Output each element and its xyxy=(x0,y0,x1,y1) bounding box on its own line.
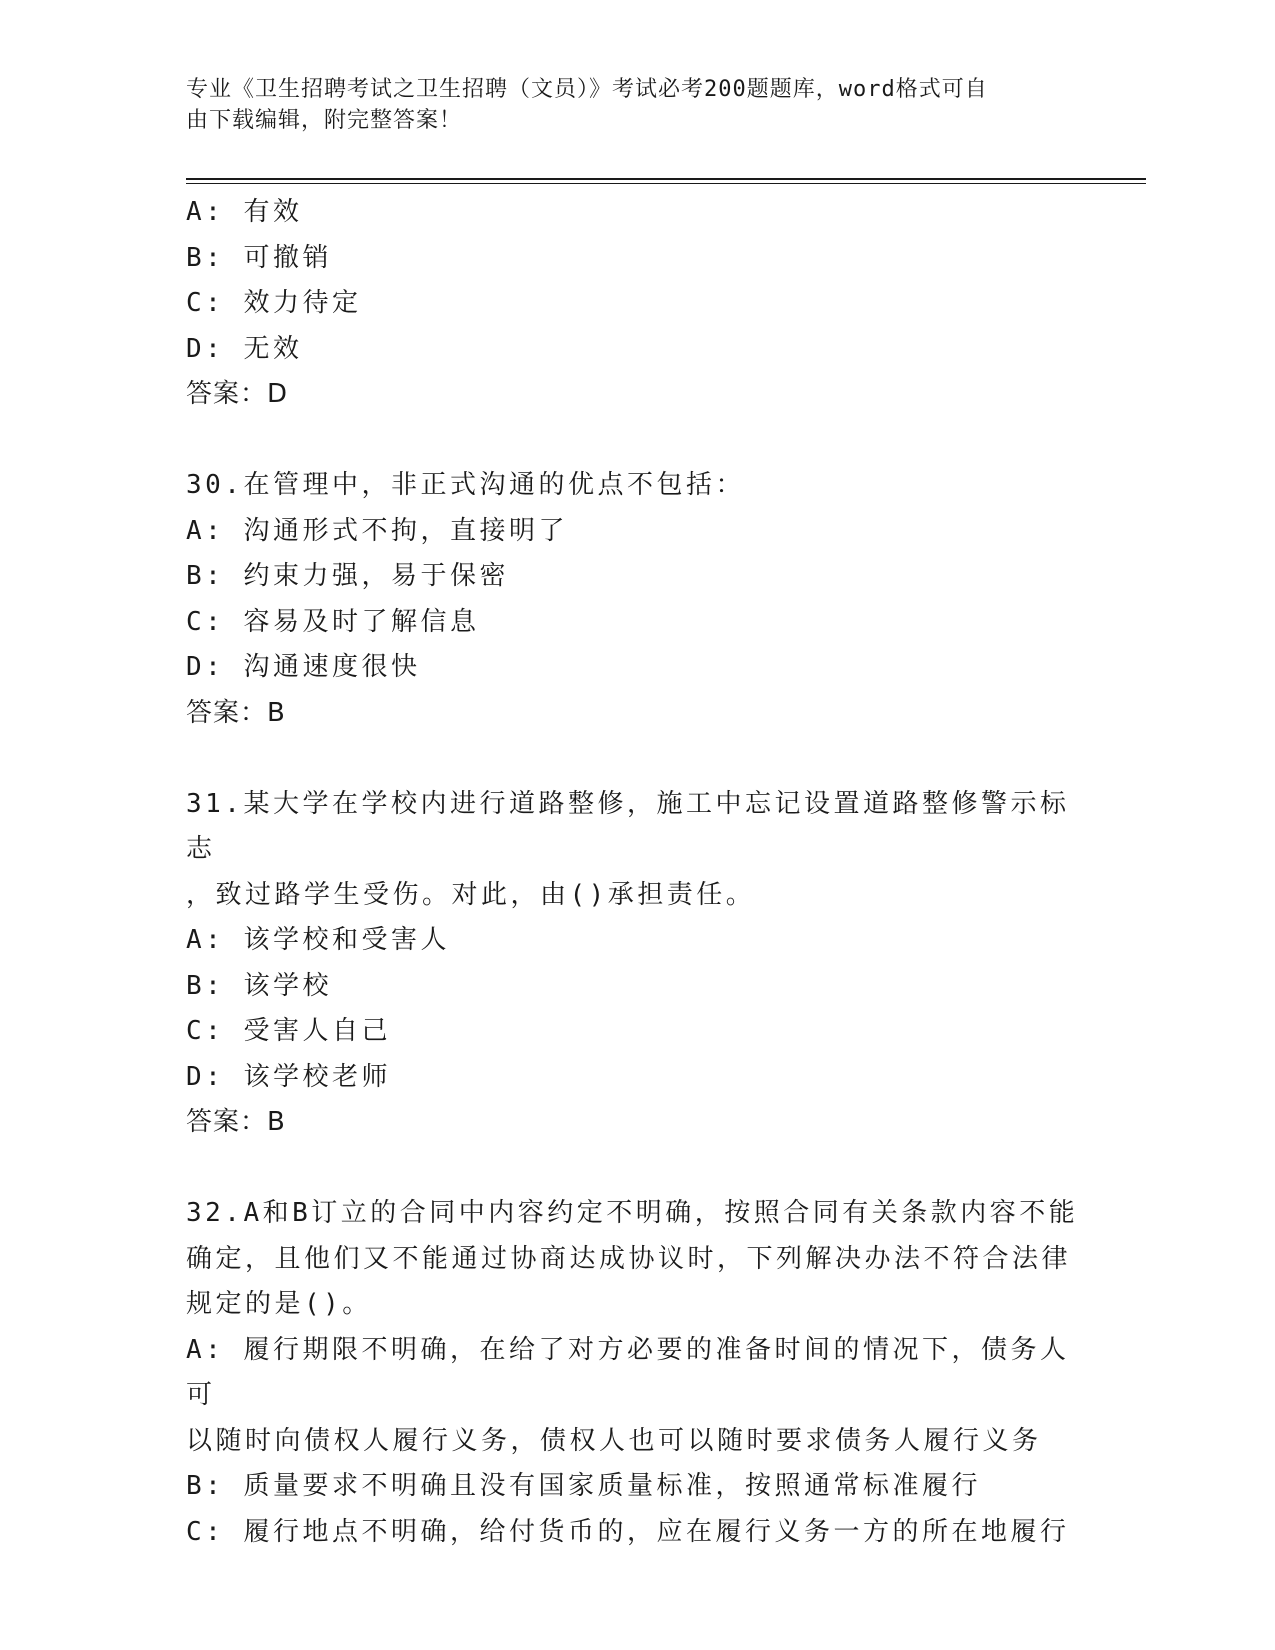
option-a: A: 有效 xyxy=(186,197,303,227)
option-c: C: 效力待定 xyxy=(186,288,362,318)
document-body xyxy=(186,190,1086,1555)
option-d: D: 沟通速度很快 xyxy=(186,652,421,682)
option-a: A: 履行期限不明确，在给了对方必要的准备时间的情况下，债务人可 xyxy=(186,1334,1070,1410)
option-c: C: 履行地点不明确，给付货币的，应在履行义务一方的所在地履行 xyxy=(186,1516,1070,1547)
option-a: A: 沟通形式不拘，直接明了 xyxy=(186,515,568,546)
document-header xyxy=(186,74,1066,136)
option-c: C: 受害人自己 xyxy=(186,1016,391,1046)
question-block-31 xyxy=(186,782,1086,1146)
question-block-32 xyxy=(186,1191,1086,1555)
question-stem-cont: ，致过路学生受伤。对此，由()承担责任。 xyxy=(186,879,756,910)
header-line-1: 专业《卫生招聘考试之卫生招聘（文员）》考试必考200题题库，word格式可自 xyxy=(186,77,988,102)
option-d: D: 无效 xyxy=(186,333,303,364)
question-stem: 31.某大学在学校内进行道路整修，施工中忘记设置道路整修警示标志 xyxy=(186,788,1070,864)
header-divider-thin xyxy=(186,183,1146,184)
header-line-2: 由下载编辑，附完整答案！ xyxy=(186,108,463,133)
question-stem-cont: 规定的是()。 xyxy=(186,1289,372,1319)
option-b: B: 质量要求不明确且没有国家质量标准，按照通常标准履行 xyxy=(186,1471,981,1501)
question-stem: 32.A和B订立的合同中内容约定不明确，按照合同有关条款内容不能 xyxy=(186,1198,1079,1228)
question-stem: 30.在管理中，非正式沟通的优点不包括： xyxy=(186,470,745,500)
option-b: B: 约束力强，易于保密 xyxy=(186,561,509,591)
option-c: C: 容易及时了解信息 xyxy=(186,606,480,637)
option-a: A: 该学校和受害人 xyxy=(186,925,450,955)
question-block-prev xyxy=(186,190,1086,418)
answer-line: 答案：D xyxy=(186,379,289,409)
answer-line: 答案：B xyxy=(186,697,286,728)
option-b: B: 该学校 xyxy=(186,970,332,1001)
option-b: B: 可撤销 xyxy=(186,242,332,273)
option-a-cont: 以随时向债权人履行义务，债权人也可以随时要求债务人履行义务 xyxy=(186,1425,1042,1456)
answer-line: 答案：B xyxy=(186,1107,286,1137)
header-divider-thick xyxy=(186,178,1146,180)
question-stem-cont: 确定，且他们又不能通过协商达成协议时，下列解决办法不符合法律 xyxy=(186,1243,1072,1274)
question-block-30 xyxy=(186,463,1086,736)
option-d: D: 该学校老师 xyxy=(186,1061,391,1092)
